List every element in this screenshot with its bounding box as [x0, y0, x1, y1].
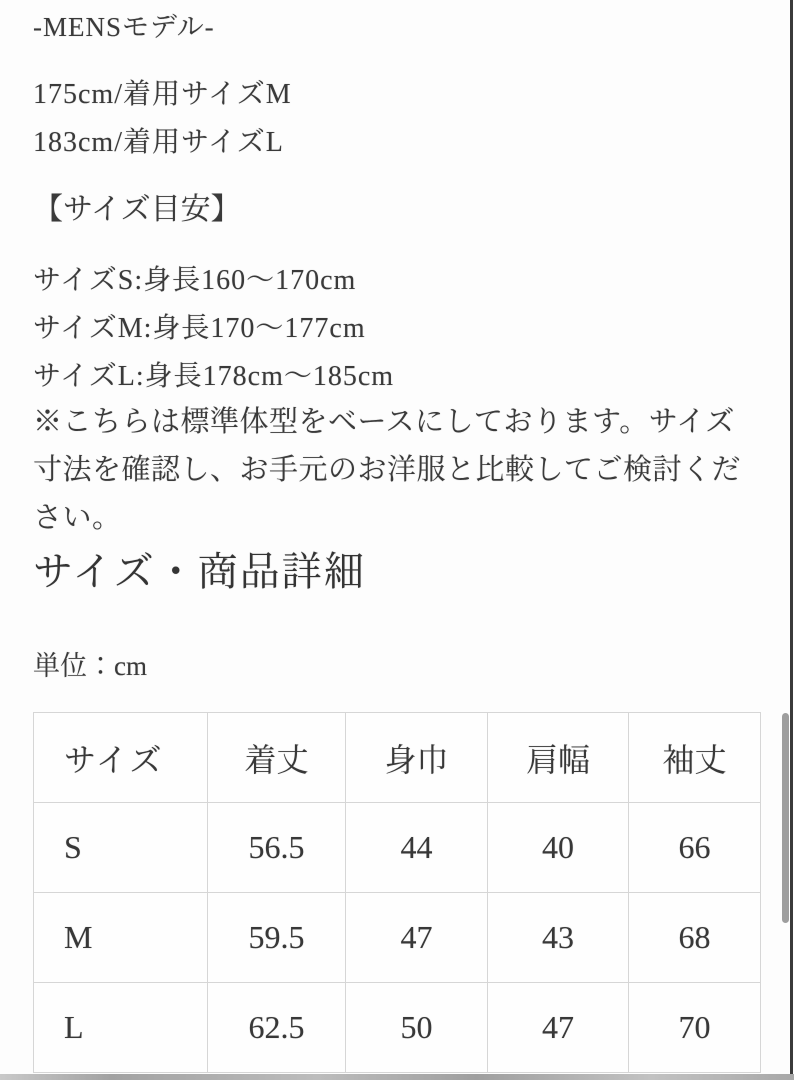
cell-value: 68	[629, 893, 761, 983]
cell-value: 43	[488, 893, 629, 983]
row-size-label: M	[34, 893, 208, 983]
column-header-size: サイズ	[34, 713, 208, 803]
model-height-line: 175cm/着用サイズM	[33, 79, 292, 110]
cell-value: 70	[629, 983, 761, 1073]
size-guide-line-m: サイズM:身長170〜177cm	[33, 313, 366, 344]
table-row	[34, 893, 761, 983]
column-header-body-width: 身巾	[346, 713, 488, 803]
cell-value: 59.5	[208, 893, 346, 983]
size-guide-title: 【サイズ目安】	[33, 193, 241, 226]
size-guide-line-s: サイズS:身長160〜170cm	[33, 265, 357, 296]
model-header: -MENSモデル-	[33, 12, 215, 42]
cell-value: 47	[346, 893, 488, 983]
row-size-label: L	[34, 983, 208, 1073]
bottom-edge-strip	[0, 1074, 794, 1080]
table-header-row	[34, 713, 761, 803]
size-note-paragraph: ※こちらは標準体型をベースにしております。サイズ寸法を確認し、お手元のお洋服と比較してご検討ください。	[33, 406, 742, 534]
table-row	[34, 983, 761, 1073]
size-table	[33, 712, 761, 1073]
column-header-sleeve-length: 袖丈	[629, 713, 761, 803]
screen-edge-line	[790, 0, 793, 1080]
scrollbar-thumb[interactable]	[782, 713, 789, 923]
cell-value: 56.5	[208, 803, 346, 893]
cell-value: 66	[629, 803, 761, 893]
section-heading: サイズ・商品詳細	[33, 549, 366, 594]
cell-value: 44	[346, 803, 488, 893]
size-guide-line-l: サイズL:身長178cm〜185cm	[33, 361, 395, 392]
unit-label: 単位：cm	[33, 651, 147, 681]
cell-value: 47	[488, 983, 629, 1073]
column-header-shoulder-width: 肩幅	[488, 713, 629, 803]
table-row	[34, 803, 761, 893]
cell-value: 40	[488, 803, 629, 893]
model-height-line: 183cm/着用サイズL	[33, 127, 284, 158]
cell-value: 50	[346, 983, 488, 1073]
column-header-body-length: 着丈	[208, 713, 346, 803]
row-size-label: S	[34, 803, 208, 893]
cell-value: 62.5	[208, 983, 346, 1073]
